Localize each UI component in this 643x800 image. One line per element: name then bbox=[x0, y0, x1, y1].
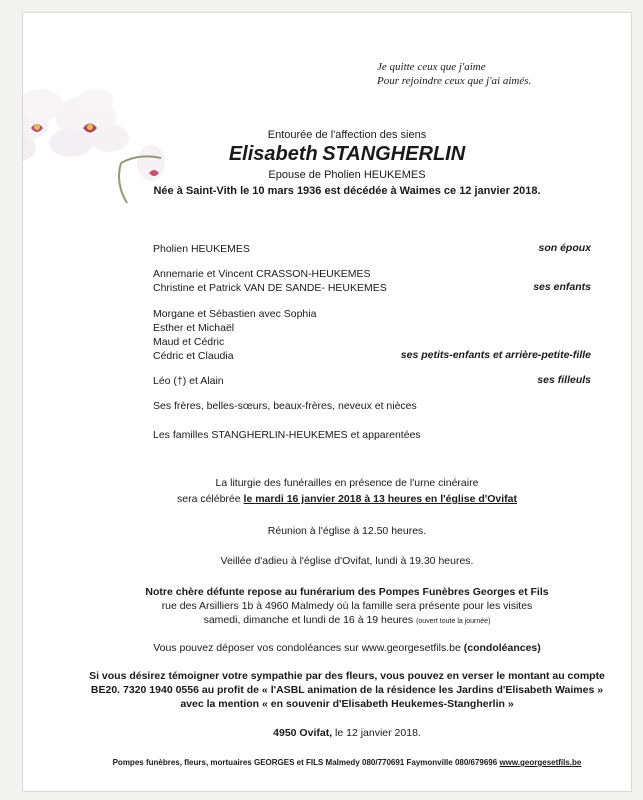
flowers-line-3: avec la mention « en souvenir d'Elisabeth Heukemes-Stangherlin » bbox=[180, 698, 514, 710]
vigil-line: Veillée d'adieu à l'église d'Ovifat, lundi à 19.30 heures. bbox=[220, 555, 474, 567]
meeting-line: Réunion à l'église à 12.50 heures. bbox=[267, 525, 427, 537]
children-relation: ses enfants bbox=[533, 281, 591, 293]
signature-place: 4950 Ovifat, bbox=[273, 727, 333, 739]
funeral-date-highlight: le mardi 16 janvier 2018 à 13 heures en l'église d'Ovifat bbox=[243, 493, 517, 505]
condolences-text: Vous pouvez déposer vos condoléances sur www.georgesetfils.be bbox=[153, 642, 464, 654]
flowers-line-1: Si vous désirez témoigner votre sympathie par des fleurs, vous pouvez en verser le montant au compte bbox=[89, 670, 605, 682]
families-line: Les familles STANGHERLIN-HEUKEMES et apparentées bbox=[153, 429, 421, 441]
footer-website-link[interactable]: www.georgesetfils.be bbox=[499, 758, 582, 767]
spouse-relation: son époux bbox=[538, 242, 591, 254]
funeral-line-1: La liturgie des funérailles en présence de l'urne cinéraire bbox=[215, 477, 479, 489]
grandchild-name-2: Esther et Michaël bbox=[153, 322, 235, 334]
children-name-1: Annemarie et Vincent CRASSON-HEUKEMES bbox=[153, 268, 371, 280]
signature-line bbox=[23, 727, 632, 739]
intro-text: Entourée de l'affection des siens bbox=[267, 129, 427, 141]
godchildren-name: Léo (†) et Alain bbox=[153, 375, 224, 387]
grandchild-name-1: Morgane et Sébastien avec Sophia bbox=[153, 308, 317, 320]
footer-text: Pompes funèbres, fleurs, mortuaires GEORGES et FILS Malmedy 080/770691 Faymonville 080/679696 bbox=[112, 758, 500, 767]
godchildren-relation: ses filleuls bbox=[537, 374, 591, 386]
grandchildren-relation: ses petits-enfants et arrière-petite-fille bbox=[400, 349, 591, 361]
first-name: Elisabeth bbox=[228, 143, 318, 165]
funeral-line-2 bbox=[23, 493, 632, 505]
condolences-bold: (condoléances) bbox=[463, 642, 541, 654]
funerarium-line-3 bbox=[23, 614, 632, 626]
deceased-name bbox=[23, 143, 632, 166]
flowers-line-2: BE20. 7320 1940 0556 au profit de « l'ASBL animation de la résidence les Jardins d'Elisabeth Waimes » bbox=[90, 684, 604, 696]
funerarium-line-1: Notre chère défunte repose au funérarium des Pompes Funèbres Georges et Fils bbox=[145, 586, 549, 598]
quote-line-2: Pour rejoindre ceux que j'ai aimés. bbox=[377, 75, 532, 87]
spouse-name: Pholien HEUKEMES bbox=[153, 243, 250, 255]
grandchild-name-4: Cédric et Claudia bbox=[153, 350, 234, 362]
children-name-2: Christine et Patrick VAN DE SANDE- HEUKEMES bbox=[153, 282, 387, 294]
birth-death-line: Née à Saint-Vith le 10 mars 1936 est décédée à Waimes ce 12 janvier 2018. bbox=[153, 185, 541, 197]
last-name: STANGHERLIN bbox=[322, 143, 466, 165]
visit-hours-note: (ouvert toute la journée) bbox=[416, 618, 491, 625]
obituary-sheet bbox=[22, 12, 632, 792]
grandchild-name-3: Maud et Cédric bbox=[153, 336, 225, 348]
spouse-line: Epouse de Pholien HEUKEMES bbox=[268, 169, 426, 181]
condolences-line bbox=[23, 642, 632, 654]
footer bbox=[23, 758, 632, 767]
signature-date: le 12 janvier 2018. bbox=[332, 727, 421, 739]
siblings-line: Ses frères, belles-sœurs, beaux-frères, neveux et nièces bbox=[153, 400, 417, 412]
funeral-line-2-prefix: sera célébrée bbox=[176, 493, 244, 505]
quote-line-1: Je quitte ceux que j'aime bbox=[377, 61, 486, 73]
funerarium-line-2: rue des Arsilliers 1b à 4960 Malmedy où la famille sera présente pour les visites bbox=[161, 600, 533, 612]
visit-hours: samedi, dimanche et lundi de 16 à 19 heures bbox=[203, 614, 414, 626]
